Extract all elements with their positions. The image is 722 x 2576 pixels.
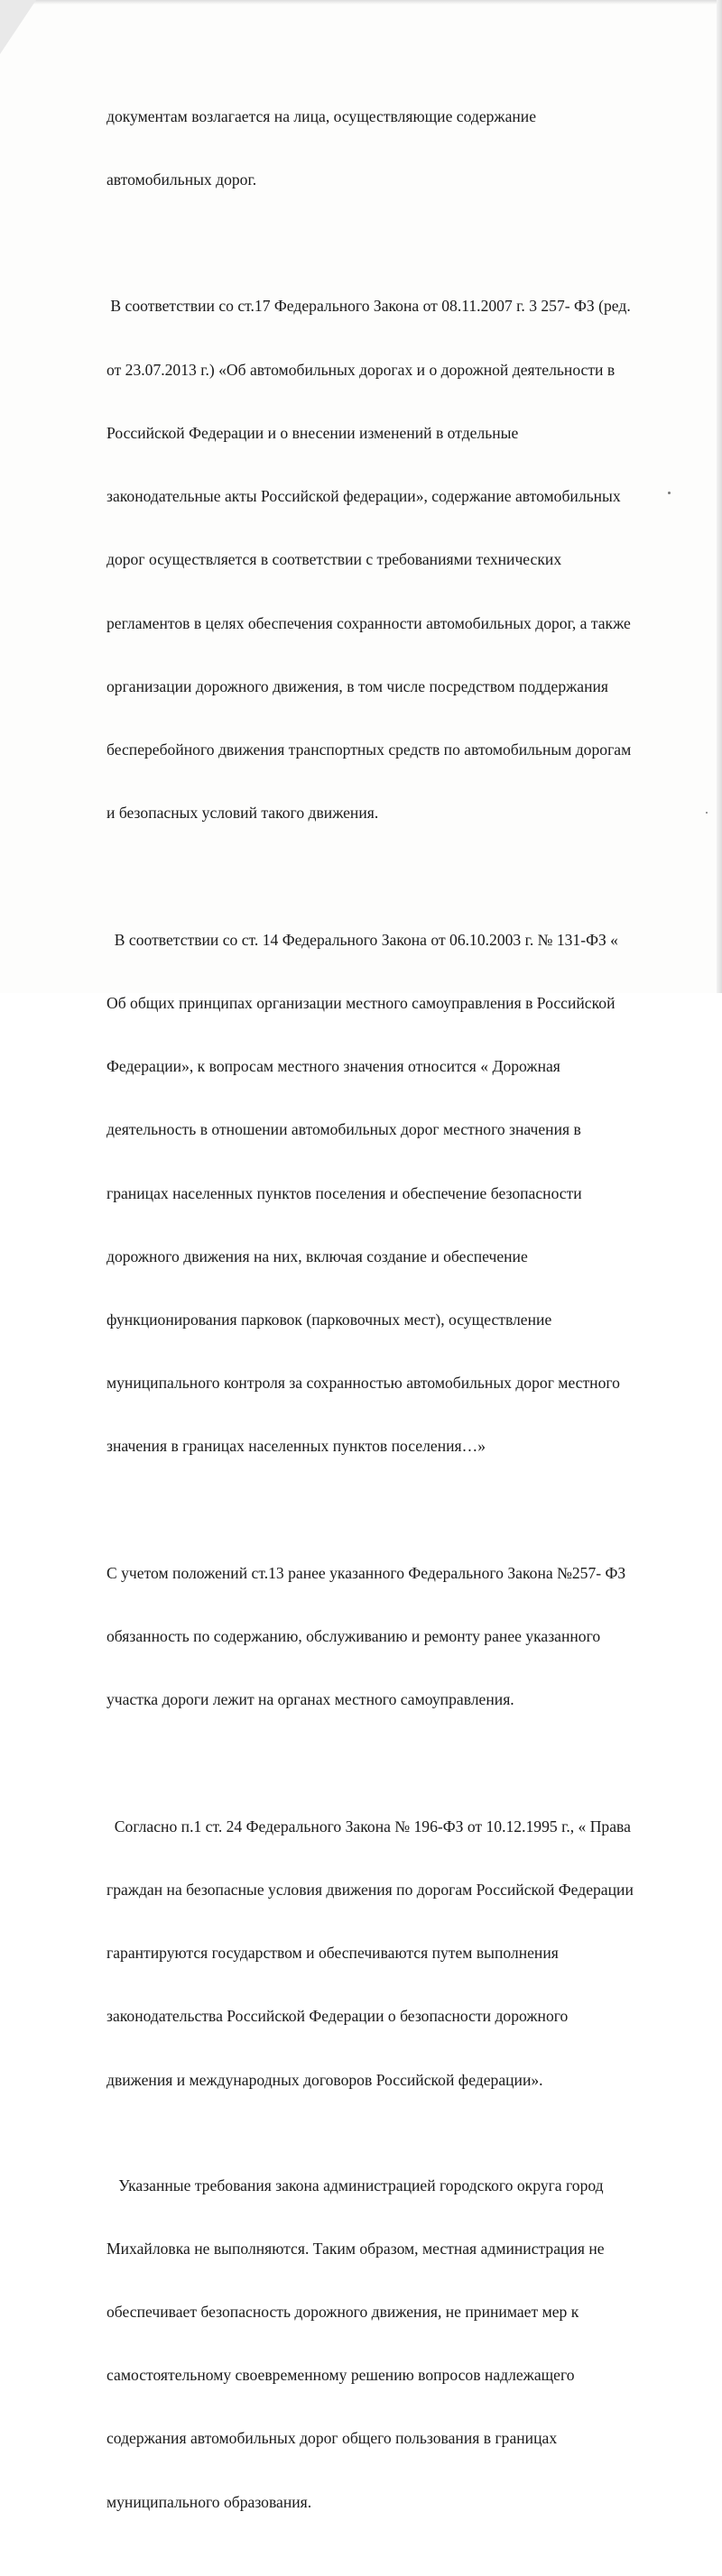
paragraph-conclusion — [106, 2133, 675, 2555]
scan-speck — [706, 812, 708, 814]
text-line: муниципального образования. — [106, 2492, 312, 2511]
text-line: граждан на безопасные условия движения по дорогам Российской Федерации — [106, 1880, 634, 1899]
text-line: от 23.07.2013 г.) «Об автомобильных дорогах и о дорожной деятельности в — [106, 360, 616, 379]
text-line: самостоятельному своевременному решению вопросов надлежащего — [106, 2366, 575, 2385]
text-line: дорог осуществляется в соответствии с требованиями технических — [106, 550, 562, 569]
text-line: Согласно п.1 ст. 24 Федерального Закона № 196-ФЗ от 10.12.1995 г., « Права — [106, 1817, 631, 1835]
text-line: законодательные акты Российской федерации», содержание автомобильных — [106, 487, 621, 506]
page-top-edge — [0, 0, 722, 5]
page-right-edge — [717, 0, 722, 993]
text-line: обеспечивает безопасность дорожного движения, не принимает мер к — [106, 2303, 579, 2321]
paragraph-article-13-obligation — [106, 1521, 675, 1753]
text-line: обязанность по содержанию, обслуживанию и ремонту ранее указанного — [106, 1627, 601, 1646]
paragraph-article-14-fz131 — [106, 888, 675, 1500]
text-line: бесперебойного движения транспортных средств по автомобильным дорогам — [106, 740, 632, 759]
text-line: С учетом положений ст.13 ранее указанного Федерального Закона №257- ФЗ — [106, 1563, 626, 1582]
text-line: участка дороги лежит на органах местного самоуправления. — [106, 1690, 514, 1709]
text-line: функционирования парковок (парковочных мест), осуществление — [106, 1310, 552, 1329]
document-body — [106, 64, 675, 2576]
text-line: гарантируются государством и обеспечиваются путем выполнения — [106, 1944, 559, 1963]
text-line: Об общих принципах организации местного самоуправления в Российской — [106, 993, 616, 1012]
text-line: организации дорожного движения, в том числе посредством поддержания — [106, 676, 609, 695]
text-line: содержания автомобильных дорог общего пользования в границах — [106, 2429, 558, 2448]
text-line: дорожного движения на них, включая создание и обеспечение — [106, 1247, 528, 1265]
page-corner-fold — [0, 0, 36, 54]
text-line: Михайловка не выполняются. Таким образом, местная администрация не — [106, 2239, 605, 2258]
text-line: границах населенных пунктов поселения и обеспечение безопасности — [106, 1183, 582, 1202]
text-line: муниципального контроля за сохранностью автомобильных дорог местного — [106, 1374, 620, 1393]
text-line: документам возлагается на лица, осуществляющие содержание — [106, 106, 537, 125]
text-line: значения в границах населенных пунктов поселения…» — [106, 1437, 486, 1456]
text-line: регламентов в целях обеспечения сохранности автомобильных дорог, а также — [106, 613, 631, 632]
text-line: В соответствии со ст. 14 Федерального Закона от 06.10.2003 г. № 131-ФЗ « — [106, 930, 618, 949]
text-line: и безопасных условий такого движения. — [106, 804, 379, 823]
text-line: законодательства Российской Федерации о безопасности дорожного — [106, 2007, 569, 2026]
text-line: деятельность в отношении автомобильных дорог местного значения в — [106, 1120, 581, 1139]
text-line: В соответствии со ст.17 Федерального Закона от 08.11.2007 г. 3 257- ФЗ (ред. — [106, 297, 631, 316]
text-line: Указанные требования закона администрацией городского округа город — [106, 2176, 604, 2194]
paragraph-road-maintenance-responsibility — [106, 64, 675, 233]
text-line: Российской Федерации и о внесении изменений в отдельные — [106, 423, 519, 442]
paragraph-article-24-fz196 — [106, 1774, 675, 2133]
text-line: движения и международных договоров Российской федерации». — [106, 2070, 543, 2089]
text-line: автомобильных дорог. — [106, 170, 257, 189]
text-line: Федерации», к вопросам местного значения относится « Дорожная — [106, 1057, 560, 1076]
paragraph-article-17-fz257 — [106, 254, 675, 867]
